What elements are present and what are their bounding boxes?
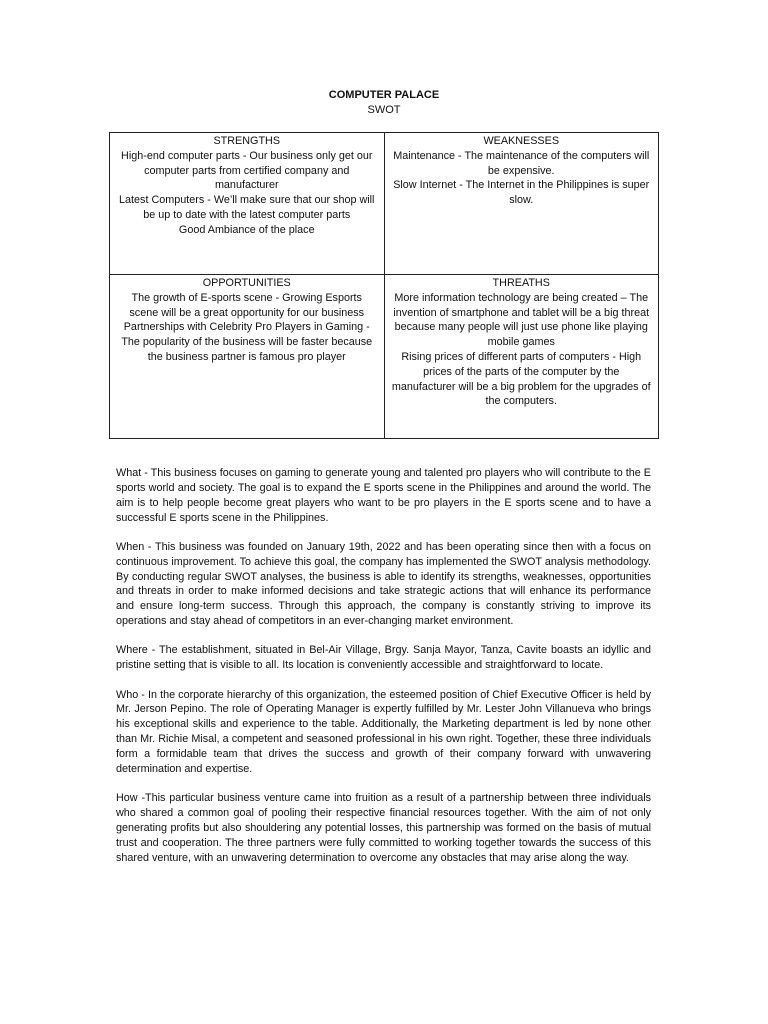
paragraph-what: What - This business focuses on gaming to generate young and talented pro players who will contribute to the E sports world and society. The goal is to expand the E sports scene in the Philippines and around the world. The aim is to help people become great players who want to be pro players in the E sports scene and to have a successful E sports scene in the Philippines.	[116, 467, 651, 524]
swot-table	[109, 132, 659, 439]
swot-heading-weaknesses: WEAKNESSES	[483, 135, 560, 147]
swot-heading-strengths: STRENGTHS	[213, 135, 281, 147]
paragraph-who: Who - In the corporate hierarchy of this organization, the esteemed position of Chief Executive Officer is held by Mr. Jerson Pepino. The role of Operating Manager is expertly fulfilled by Mr. Lester John Villanueva who brings his exceptional skills and experience to the table. Additionally, the Marketing department is led by none other than Mr. Richie Misal, a competent and seasoned professional in his own right. Together, these three individuals form a formidable team that drives the success and growth of their company forward with unwavering determination and expertise.	[116, 688, 651, 775]
swot-item: Maintenance - The maintenance of the computers will be expensive.	[393, 149, 650, 177]
swot-heading-threats: THREATHS	[492, 277, 550, 289]
paragraph-how: How -This particular business venture came into fruition as a result of a partnership between three individuals who shared a common goal of pooling their respective financial resources together. With the aim of not only generating profits but also shouldering any potential losses, this partnership was formed on the basis of mutual trust and cooperation. The three partners were fully committed to working together towards the success of this shared venture, with an unwavering determination to overcome any obstacles that may arise along the way.	[116, 792, 651, 864]
swot-heading-opportunities: OPPORTUNITIES	[202, 277, 291, 289]
swot-item: Latest Computers - We’ll make sure that our shop will be up to date with the latest computer parts	[119, 194, 375, 221]
paragraph-where: Where - The establishment, situated in Bel-Air Village, Brgy. Sanja Mayor, Tanza, Cavite boasts an idyllic and pristine setting that is visible to all. Its location is conveniently accessible and straightforward to locate.	[116, 644, 651, 672]
swot-item: Good Ambiance of the place	[178, 223, 315, 236]
body-text	[116, 466, 651, 880]
document-subtitle: SWOT	[367, 104, 401, 116]
swot-cell-opportunities	[110, 275, 385, 439]
swot-item: High-end computer parts - Our business only get our computer parts from certified company and manufacturer	[121, 149, 373, 192]
document-title: COMPUTER PALACE	[328, 89, 440, 101]
swot-item: More information technology are being created – The invention of smartphone and tablet will be a big threat because many people will just use phone like playing mobile games	[393, 291, 650, 349]
swot-item: Partnerships with Celebrity Pro Players in Gaming - The popularity of the business will be faster because the business partner is famous pro player	[121, 321, 373, 363]
swot-cell-strengths	[110, 133, 385, 275]
swot-cell-weaknesses	[384, 133, 659, 275]
swot-item: The growth of E-sports scene - Growing Esports scene will be a great opportunity for our business	[129, 291, 365, 319]
swot-item: Rising prices of different parts of computers - High prices of the parts of the computer by the manufacturer will be a big problem for the upgrades of the computers.	[391, 350, 651, 408]
paragraph-when: When - This business was founded on January 19th, 2022 and has been operating since then with a focus on continuous improvement. To achieve this goal, the company has implemented the SWOT analysis methodology. By conducting regular SWOT analyses, the business is able to identify its strengths, weaknesses, opportunities and threats in order to make informed decisions and take strategic actions that will enhance its performance and ensure long-term success. Through this approach, the company is constantly striving to improve its operations and stay ahead of competitors in an ever-changing market environment.	[116, 540, 651, 628]
swot-cell-threats	[384, 275, 659, 439]
swot-item: Slow Internet - The Internet in the Philippines is super slow.	[393, 179, 650, 207]
